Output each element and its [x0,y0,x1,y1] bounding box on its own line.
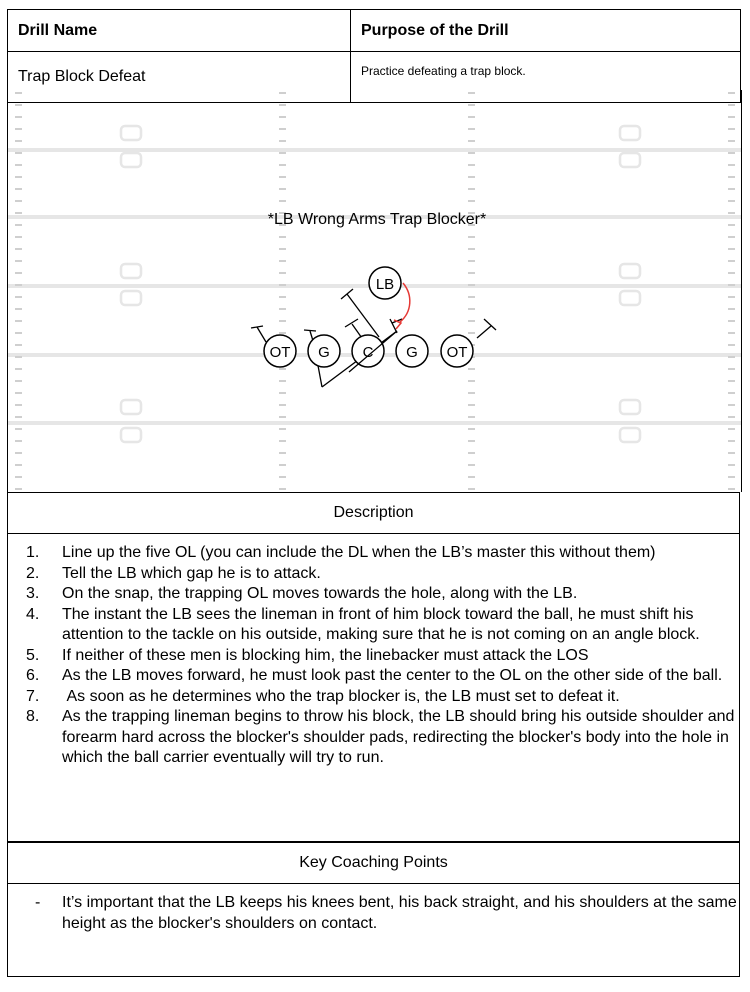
hash-mark [279,368,286,370]
hash-mark [728,140,735,142]
field-number-marker [121,153,141,167]
hash-mark [279,176,286,178]
hash-mark [468,116,475,118]
hash-mark [728,368,735,370]
hash-mark [279,128,286,130]
description-step [8,687,739,708]
hash-mark [15,260,22,262]
hash-mark [15,176,22,178]
hash-mark [468,152,475,154]
field-number-marker [121,400,141,414]
hash-mark [279,116,286,118]
hash-mark [468,392,475,394]
hash-mark [15,212,22,214]
hash-mark [15,452,22,454]
hash-mark [468,128,475,130]
coaching-heading-box [7,842,740,884]
player-left-tackle [264,335,296,367]
hash-mark [468,428,475,430]
hash-mark [279,140,286,142]
field-number-marker [620,264,640,278]
svg-text:LB: LB [375,276,395,293]
trap-block-tee-left [304,330,316,331]
step-text: Tell the LB which gap he is to attack. [62,564,321,582]
hash-mark [468,308,475,310]
drill-header-table [7,9,741,103]
coaching-point [8,892,739,934]
svg-text:G: G [406,344,418,361]
yard-line [8,148,741,152]
hash-mark [728,296,735,298]
hash-mark [468,464,475,466]
step-number: 3. [26,585,40,602]
field-number-marker [121,428,141,442]
field-number-marker [620,400,640,414]
hash-mark [468,404,475,406]
hash-mark [15,200,22,202]
player-left-guard [308,335,340,367]
hash-mark [279,92,286,94]
player-lb [369,267,401,299]
tackle-block-tee [484,319,496,330]
hash-mark [279,452,286,454]
hash-mark [468,332,475,334]
hash-mark [468,284,475,286]
step-number: 1. [26,544,40,561]
description-step [8,564,739,585]
hash-mark [15,368,22,370]
hash-mark [728,380,735,382]
hash-mark [728,356,735,358]
hash-mark [728,464,735,466]
svg-text:C: C [362,344,374,361]
hash-mark [728,440,735,442]
center-block-tee [341,289,353,299]
hash-mark [468,140,475,142]
purpose-heading: Purpose of the Drill [351,10,741,52]
hash-mark [15,236,22,238]
hash-mark [728,308,735,310]
description-steps [8,533,739,769]
hash-mark [728,488,735,490]
hash-mark [468,452,475,454]
hash-mark [15,188,22,190]
hash-mark [728,452,735,454]
hash-mark [279,404,286,406]
hash-mark [728,104,735,106]
hash-mark [15,296,22,298]
field-number-marker [121,291,141,305]
step-number: 5. [26,646,40,664]
field-number-marker [620,291,640,305]
hash-mark [15,332,22,334]
player-center [352,335,384,367]
hash-mark [279,428,286,430]
hash-mark [15,152,22,154]
hash-mark [279,380,286,382]
hash-mark [728,284,735,286]
hash-mark [728,188,735,190]
hash-mark [468,236,475,238]
hash-mark [728,392,735,394]
hash-mark [728,260,735,262]
description-step [8,666,739,687]
tackle-block-line [477,326,491,338]
hash-mark [468,104,475,106]
hash-mark [279,188,286,190]
hash-mark [279,272,286,274]
hash-mark [15,404,22,406]
hash-mark [728,176,735,178]
hash-mark [279,392,286,394]
hash-mark [279,440,286,442]
step-text: As the trapping lineman begins to throw his block, the LB should bring his outside shoulder and forearm hard across the blocker's shoulder pads, redirecting the blocker's body into the hole in which the ball carrier eventually will try to run. [62,708,739,766]
hash-mark [468,260,475,262]
hash-mark [728,200,735,202]
step-text: As the LB moves forward, he must look past the center to the OL on the other side of the ball. [62,667,723,684]
hash-mark [728,236,735,238]
hash-mark [468,488,475,490]
svg-text:G: G [318,344,330,361]
description-step [8,584,739,605]
hash-mark [468,92,475,94]
svg-text:OT: OT [446,344,468,361]
hash-mark [15,164,22,166]
hash-mark [15,464,22,466]
hash-mark [279,332,286,334]
hash-mark [728,92,735,94]
hash-mark [728,248,735,250]
hash-mark [15,128,22,130]
hash-mark [468,164,475,166]
hash-mark [15,356,22,358]
coaching-points [8,883,739,934]
hash-mark [279,248,286,250]
hash-mark [15,116,22,118]
hash-mark [15,440,22,442]
step-text: On the snap, the trapping OL moves towards the hole, along with the LB. [62,585,578,602]
hash-mark [728,212,735,214]
step-text: If neither of these men is blocking him, the linebacker must attack the LOS [62,646,589,664]
hash-mark [468,440,475,442]
hash-mark [15,392,22,394]
field-diagram-svg [8,90,741,492]
hash-mark [279,416,286,418]
hash-mark [279,260,286,262]
hash-mark [15,380,22,382]
hash-mark [15,476,22,478]
hash-mark [279,236,286,238]
drill-name-value: Trap Block Defeat [8,52,351,103]
description-step [8,707,739,769]
hash-mark [728,416,735,418]
hash-mark [728,404,735,406]
bullet-dash: - [35,894,41,911]
hash-mark [728,164,735,166]
hash-mark [15,140,22,142]
hash-mark [15,104,22,106]
hash-mark [728,128,735,130]
hash-mark [728,224,735,226]
hash-mark [15,92,22,94]
hash-mark [728,272,735,274]
hash-mark [728,332,735,334]
coaching-heading: Key Coaching Points [299,854,448,871]
hash-mark [728,320,735,322]
hash-mark [468,272,475,274]
hash-mark [279,308,286,310]
description-step [8,543,739,564]
hash-mark [15,248,22,250]
hash-mark [15,308,22,310]
hash-mark [15,428,22,430]
hash-mark [15,416,22,418]
hash-mark [728,152,735,154]
diagram-caption: *LB Wrong Arms Trap Blocker* [267,211,487,228]
hash-mark [728,476,735,478]
hash-mark [468,248,475,250]
player-right-guard [396,335,428,367]
description-body [7,533,740,842]
hash-mark [15,344,22,346]
step-number: 7. [26,687,40,705]
hash-mark [279,476,286,478]
hash-mark [468,320,475,322]
hash-mark [279,464,286,466]
description-heading-box [7,492,740,534]
hash-mark [468,476,475,478]
hash-mark [468,200,475,202]
field-number-marker [620,428,640,442]
step-number: 8. [26,708,40,725]
hash-mark [279,284,286,286]
hash-mark [15,488,22,490]
step-text: The instant the LB sees the lineman in front of him block toward the ball, he must shift his attention to the tackle on his outside, making sure that he is not coming on an angle block. [62,605,700,643]
hash-mark [15,284,22,286]
step-number: 2. [26,564,40,582]
hash-mark [279,296,286,298]
step-number: 4. [26,605,40,623]
hash-mark [728,344,735,346]
field-number-marker [620,126,640,140]
field-number-marker [121,264,141,278]
players [264,267,473,367]
hash-mark [279,320,286,322]
drill-header [7,9,740,103]
player-right-tackle [441,335,473,367]
yard-line [8,421,741,425]
hash-mark [468,176,475,178]
step-text: Line up the five OL (you can include the DL when the LB’s master this without them) [62,544,656,561]
coaching-point-text: It’s important that the LB keeps his knees bent, his back straight, and his shoulders at the same height as the blocker's shoulders on contact. [62,894,737,932]
hash-mark [468,416,475,418]
play-diagram [7,90,742,492]
description-step [8,646,739,667]
hash-mark [468,296,475,298]
hash-mark [279,488,286,490]
hash-mark [728,116,735,118]
svg-text:OT: OT [269,344,291,361]
hash-mark [279,200,286,202]
hash-mark [15,320,22,322]
guard-block-tee [345,319,358,327]
description-step [8,605,739,646]
hash-mark [468,188,475,190]
drill-name-heading: Drill Name [8,10,351,52]
left-tackle-block-line [257,327,266,342]
hash-mark [728,428,735,430]
description-heading: Description [333,504,414,521]
step-text: As soon as he determines who the trap blocker is, the LB must set to defeat it. [62,687,620,705]
step-number: 6. [26,667,40,684]
hash-mark [15,224,22,226]
center-block-line [347,294,379,337]
lb-route-arrow [400,283,410,322]
coaching-body [7,883,740,977]
hash-mark [279,104,286,106]
purpose-value: Practice defeating a trap block. [351,52,741,103]
hash-mark [15,272,22,274]
hash-mark [279,164,286,166]
hash-mark [468,368,475,370]
hash-mark [279,152,286,154]
hash-mark [468,380,475,382]
field-number-marker [620,153,640,167]
field-number-marker [121,126,141,140]
